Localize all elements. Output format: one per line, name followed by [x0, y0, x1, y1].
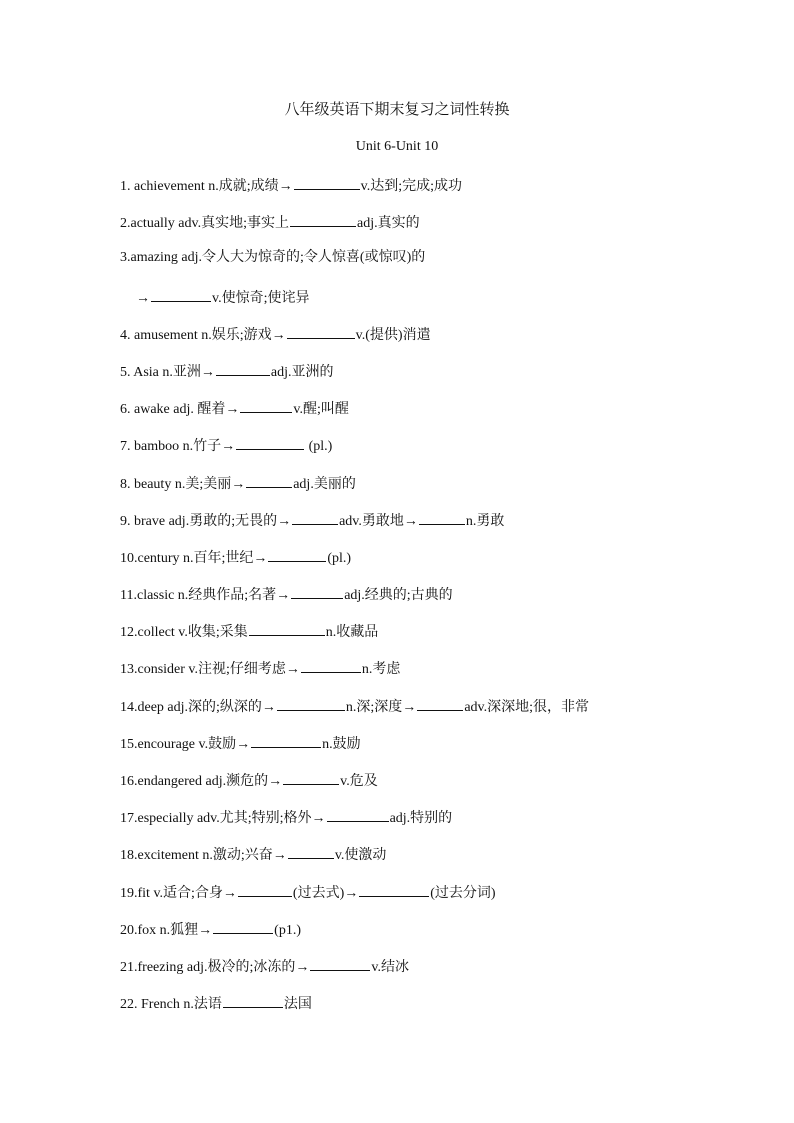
answer-blank: [223, 993, 283, 1008]
exercise-line: [120, 621, 780, 658]
exercise-text: v.使惊奇;使诧异: [212, 290, 310, 306]
answer-blank: [359, 882, 429, 897]
exercise-line: [120, 435, 780, 472]
exercise-text: 17.especially adv.尤其;特别;格外→: [120, 811, 326, 827]
exercise-text: 13.consider v.注视;仔细考虑→: [120, 662, 300, 678]
answer-blank: [291, 584, 343, 599]
exercise-text: v.(提供)消遣: [355, 327, 431, 343]
answer-blank: [249, 621, 325, 636]
exercise-line: [120, 993, 780, 1030]
exercise-text: 9. brave adj.勇敢的;无畏的→: [120, 513, 292, 529]
exercise-text: 12.collect v.收集;采集: [120, 625, 248, 641]
exercise-line: [120, 882, 780, 919]
exercise-text: 22. French n.法语: [120, 997, 222, 1013]
answer-blank: [287, 324, 355, 339]
exercise-text: 法国: [283, 997, 312, 1013]
exercise-text: 7. bamboo n.竹子→: [120, 439, 236, 455]
exercise-text: 6. awake adj. 醒着→: [120, 402, 240, 418]
exercise-text: 14.deep adj.深的;纵深的→: [120, 699, 276, 715]
exercise-line: [120, 287, 780, 324]
exercise-text: 21.freezing adj.极冷的;冰冻的→: [120, 959, 310, 975]
exercise-text: adj.特别的: [389, 811, 453, 827]
exercise-text: n.考虑: [361, 662, 401, 678]
answer-blank: [240, 398, 292, 413]
answer-blank: [327, 807, 389, 822]
exercise-text: adj.美丽的: [293, 476, 356, 492]
exercise-line: [120, 547, 780, 584]
answer-blank: [213, 919, 273, 934]
exercise-text: →: [136, 290, 150, 306]
exercise-text: n.鼓励: [322, 736, 361, 752]
answer-blank: [301, 658, 361, 673]
exercise-line: [120, 770, 780, 807]
exercise-text: adj.真实的: [357, 216, 420, 232]
exercise-text: adv.深深地;很，非常: [464, 699, 590, 715]
exercise-text: 15.encourage v.鼓励→: [120, 736, 251, 752]
exercise-text: v.达到;完成;成功: [360, 179, 463, 194]
exercise-text: (p1.): [274, 922, 301, 938]
exercise-line: [120, 696, 780, 733]
answer-blank: [419, 510, 465, 525]
exercise-line: [120, 324, 780, 361]
exercise-line: [120, 249, 780, 286]
answer-blank: [288, 844, 334, 859]
exercise-text: adv.勇敢地→: [339, 513, 418, 529]
exercise-text: (pl.): [327, 550, 352, 566]
exercise-text: 5. Asia n.亚洲→: [120, 364, 215, 380]
exercise-line: [120, 807, 780, 844]
exercise-text: (过去式)→: [292, 885, 359, 901]
exercise-text: v.使激动: [334, 848, 387, 864]
answer-blank: [290, 212, 356, 227]
exercise-line: [120, 175, 780, 212]
exercise-line: [120, 473, 780, 510]
answer-blank: [277, 696, 345, 711]
exercise-line: [120, 658, 780, 695]
exercise-text: 10.century n.百年;世纪→: [120, 550, 268, 566]
exercise-text: 2.actually adv.真实地;事实上: [120, 216, 290, 232]
exercise-text: (过去分词): [430, 885, 496, 901]
exercise-text: 11.classic n.经典作品;名著→: [120, 588, 291, 604]
answer-blank: [216, 361, 270, 376]
exercise-text: 19.fit v.适合;合身→: [120, 885, 237, 901]
exercise-text: n.深;深度→: [345, 699, 417, 715]
exercise-line: [120, 956, 780, 993]
exercise-text: 1. achievement n.成就;成绩→: [120, 179, 293, 194]
answer-blank: [236, 435, 304, 450]
exercise-line: [120, 844, 780, 881]
answer-blank: [294, 175, 360, 190]
exercise-list: [120, 175, 780, 1030]
exercise-text: 8. beauty n.美;美丽→: [120, 476, 246, 492]
answer-blank: [151, 287, 211, 302]
exercise-line: [120, 361, 780, 398]
exercise-line: [120, 733, 780, 770]
exercise-text: 4. amusement n.娱乐;游戏→: [120, 327, 286, 343]
exercise-text: v.醒;叫醒: [293, 402, 349, 418]
page-subtitle: Unit 6-Unit 10: [355, 139, 439, 154]
answer-blank: [268, 547, 326, 562]
exercise-text: 16.endangered adj.濒危的→: [120, 774, 283, 789]
exercise-line: [120, 398, 780, 435]
answer-blank: [246, 473, 292, 488]
exercise-text: n.收藏品: [325, 625, 379, 641]
answer-blank: [283, 770, 339, 785]
exercise-text: v.危及: [340, 774, 378, 789]
answer-blank: [310, 956, 370, 971]
exercise-text: 3.amazing adj.令人大为惊奇的;令人惊喜(或惊叹)的: [120, 250, 426, 266]
exercise-text: 18.excitement n.激动;兴奋→: [120, 848, 287, 864]
exercise-text: 20.fox n.狐狸→: [120, 922, 213, 938]
exercise-text: adj.经典的;古典的: [344, 588, 453, 604]
exercise-line: [120, 919, 780, 956]
exercise-text: v.结冰: [371, 959, 409, 975]
exercise-line: [120, 584, 780, 621]
answer-blank: [417, 696, 463, 711]
answer-blank: [238, 882, 292, 897]
page-title: 八年级英语下期末复习之词性转换: [284, 100, 510, 118]
answer-blank: [251, 733, 321, 748]
exercise-text: (pl.): [305, 439, 333, 455]
exercise-line: [120, 212, 780, 249]
exercise-line: [120, 510, 780, 547]
answer-blank: [292, 510, 338, 525]
exercise-text: n.勇敢: [465, 513, 505, 529]
exercise-text: adj.亚洲的: [270, 364, 334, 380]
